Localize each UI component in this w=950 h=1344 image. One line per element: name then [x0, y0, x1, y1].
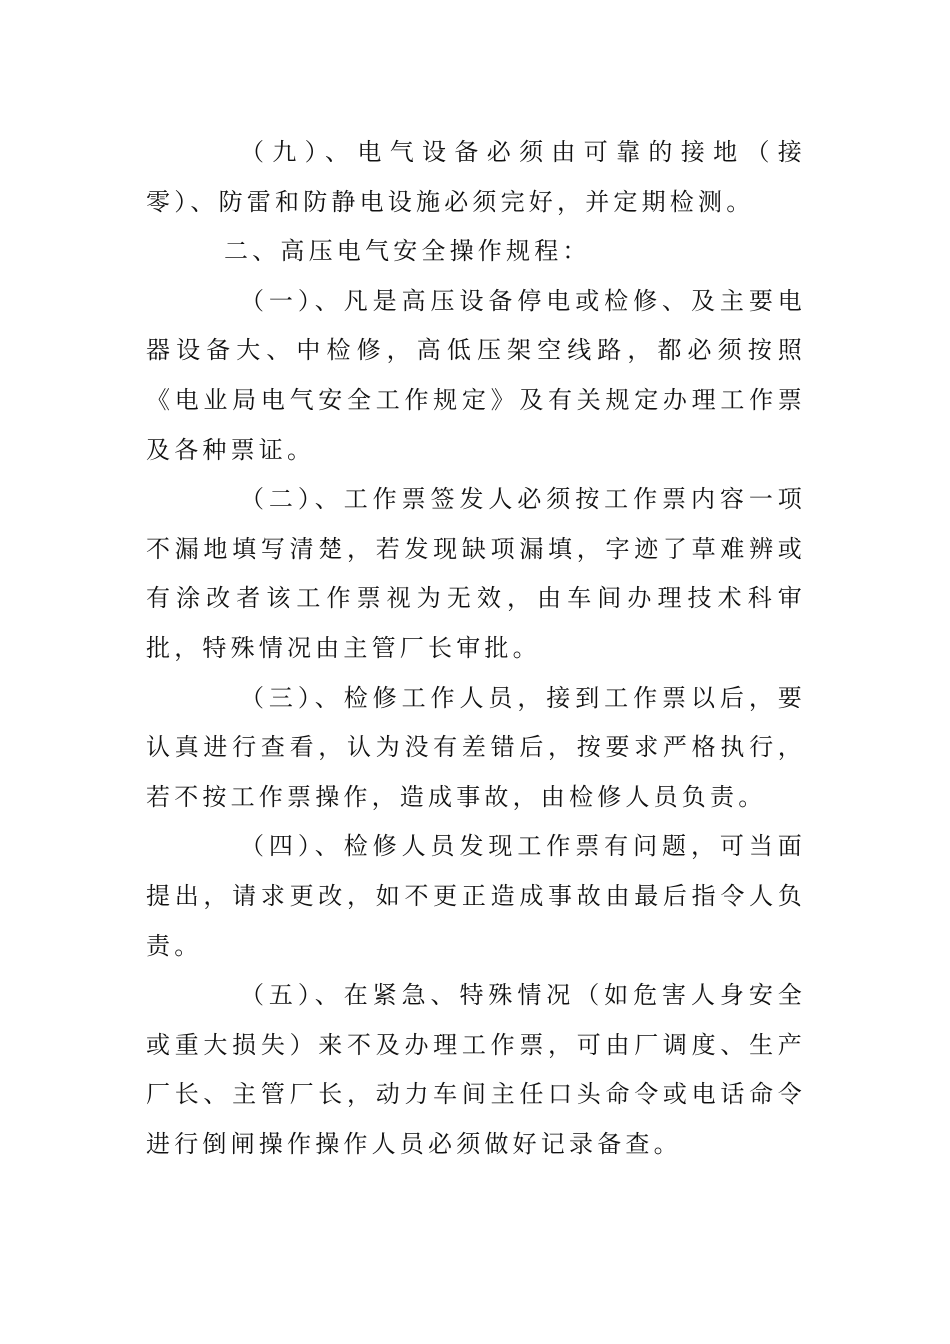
paragraph-item-1-work-permit: （一）、凡是高压设备停电或检修、及主要电器设备大、中检修，高低压架空线路，都必须按照《电业局电气安全工作规定》及有关规定办理工作票及各种票证。 [146, 286, 806, 464]
paragraph-item-3-maintenance-staff: （三）、检修工作人员，接到工作票以后，要认真进行查看，认为没有差错后，按要求严格执行，若不按工作票操作，造成事故，由检修人员负责。 [146, 683, 806, 811]
paragraph-item-5-emergency: （五）、在紧急、特殊情况（如危害人身安全或重大损失）来不及办理工作票，可由厂调度、生产厂长、主管厂长，动力车间主任口头命令或电话命令进行倒闸操作操作人员必须做好记录备查。 [146, 981, 806, 1158]
document-body [146, 128, 806, 1169]
paragraph-item-9-grounding: （九）、电气设备必须由可靠的接地（接零）、防雷和防静电设施必须完好，并定期检测。 [146, 138, 806, 216]
paragraph-item-2-issuer: （二）、工作票签发人必须按工作票内容一项不漏地填写清楚，若发现缺项漏填，字迹了草难辨或有涂改者该工作票视为无效，由车间办理技术科审批，特殊情况由主管厂长审批。 [146, 485, 806, 662]
section-heading-high-voltage: 二、高压电气安全操作规程： [224, 237, 591, 266]
paragraph-item-4-problems: （四）、检修人员发现工作票有问题，可当面提出，请求更改，如不更正造成事故由最后指令人负责。 [146, 832, 806, 960]
